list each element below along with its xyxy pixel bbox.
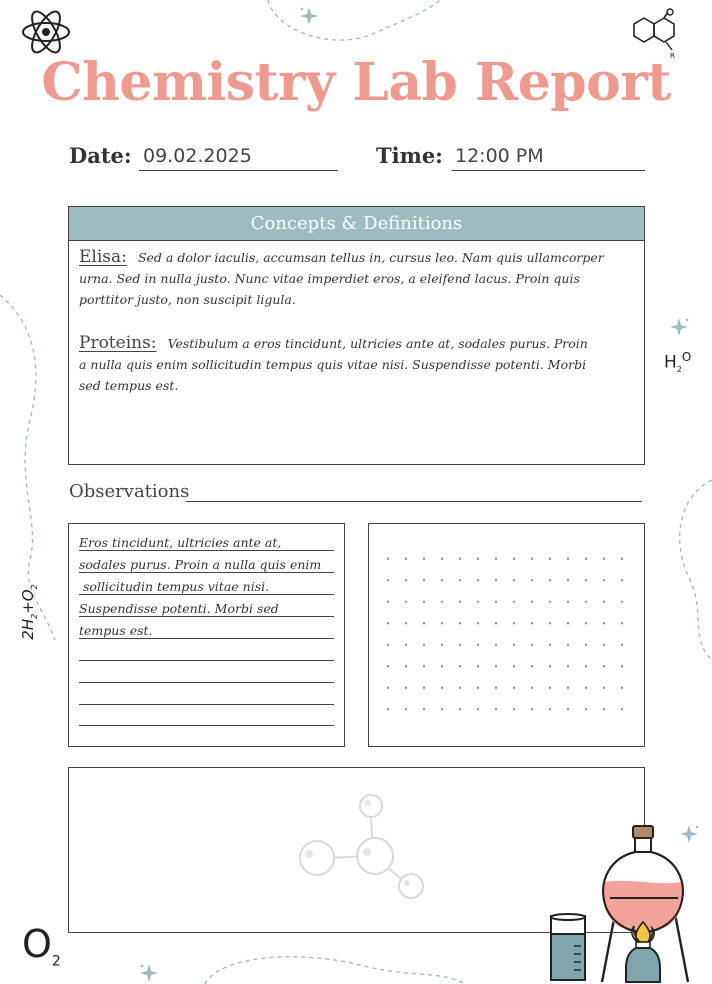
time-value[interactable]: 12:00 PM [455,145,544,167]
atom-icon [20,6,72,58]
formula-side: $2H_2+O_2$ [19,584,39,640]
ruled-line [79,704,334,705]
observation-note: tempus est. [79,623,153,638]
o2-formula: $O_2$ [22,922,61,970]
ruled-line [79,572,334,573]
date-value[interactable]: 09.02.2025 [143,145,252,167]
observation-note: Eros tincidunt, ultricies ante at, [79,535,282,550]
concept-definition: Vestibulum a eros tincidunt, ultricies ante at, sodales purus. Proin [167,336,588,351]
date-label: Date: [69,143,132,168]
concept-definition: Sed a dolor iaculis, accumsan tellus in, cursus leo. Nam quis ullamcorper [137,250,604,265]
ruled-line [79,616,334,617]
observations-underline [186,501,642,502]
concepts-heading: Concepts & Definitions [69,207,644,241]
ruled-line [79,594,334,595]
observation-note: sollicitudin tempus vitae nisi. [83,579,270,594]
concepts-box [68,206,645,465]
observations-label: Observations [69,481,190,502]
beaker-icon [548,912,588,984]
observations-notes-box[interactable] [68,523,345,747]
concept-definition: a nulla quis enim sollicitudin tempus quis vitae nisi. Suspendisse potenti. Morbi [79,357,587,372]
h2o-formula: $H_2^O$ [664,350,692,375]
concept-definition: sed tempus est. [79,378,179,393]
observation-note: Suspendisse potenti. Morbi sed [79,601,279,616]
sparkle-icon [138,962,160,984]
concept-term: Elisa: [79,247,127,267]
ruled-line [79,550,334,551]
round-flask-icon [590,820,700,984]
concept-item-proteins [79,333,634,396]
concept-definition: urna. Sed in nulla justo. Nunc vitae imperdiet eros, a eleifend lacus. Proin quis [79,271,580,286]
ruled-line [79,725,334,726]
observations-dot-grid-box[interactable] [368,523,645,747]
time-label: Time: [376,143,443,168]
ruled-line [79,660,334,661]
sparkle-icon [668,316,690,338]
page-title: Chemistry Lab Report [41,52,671,113]
concept-definition: porttitor justo, non suscipit ligula. [79,292,296,307]
sparkle-icon [298,5,320,27]
svg-text:R: R [670,52,675,60]
dot-grid [379,548,636,728]
time-underline [452,170,645,171]
molecule-icon [295,788,430,903]
concept-item-elisa [79,247,634,310]
concept-term: Proteins: [79,333,157,353]
observation-note: sodales purus. Proin a nulla quis enim [79,557,322,572]
date-underline [139,170,338,171]
ruled-line [79,682,334,683]
ruled-line [79,638,334,639]
